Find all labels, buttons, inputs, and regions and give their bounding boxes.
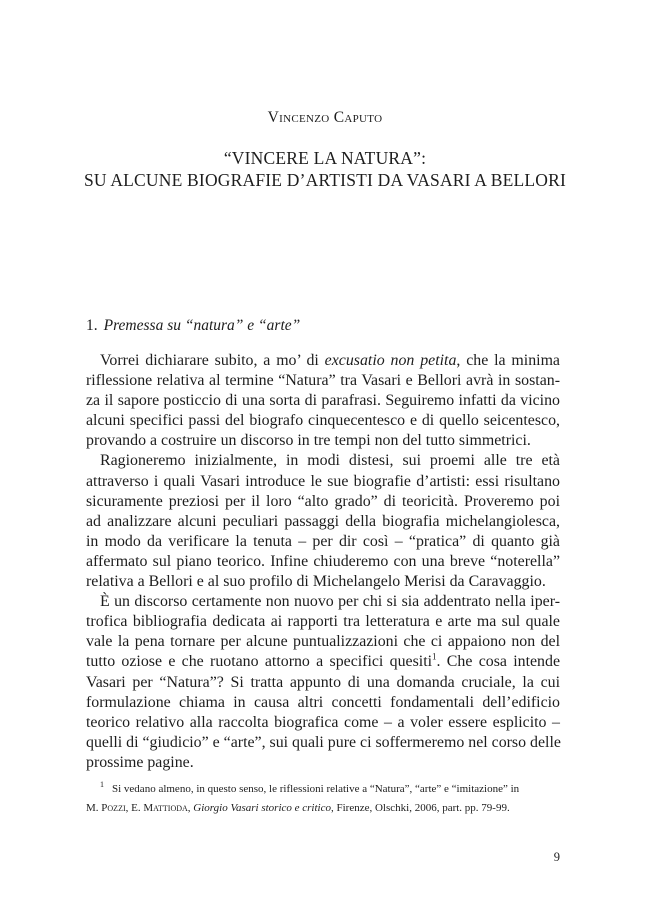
authors-small-caps: M. Pozzi, E. Mattioda, <box>86 802 194 814</box>
paragraph-2-line: ad analizzare alcuni peculiari passaggi della biografia michelangiolesca, <box>86 512 560 530</box>
paragraph-3-line: vale la pena tornare per alcune puntualizzazioni che ci appaiono non del <box>86 633 560 651</box>
body-text <box>86 351 560 773</box>
page-number: 9 <box>553 850 560 864</box>
footnote-line <box>86 799 560 818</box>
paragraph-3-line <box>86 652 560 672</box>
paragraph-3-line: teorico relativo alla raccolta biografica come – a voler essere esplicito – <box>86 713 560 731</box>
article-title-line-1: “VINCERE LA NATURA”: <box>223 148 427 168</box>
article-title-line-2: SU ALCUNE BIOGRAFIE D’ARTISTI DA VASARI A BELLORI <box>83 170 567 190</box>
book-title: Giorgio Vasari storico e critico <box>193 802 331 814</box>
paragraph-2-line: Ragioneremo inizialmente, in modi distesi, sui proemi alle tre età <box>100 452 560 470</box>
text-run: Si vedano almeno, in questo senso, le riflessioni relative a “Natura”, “arte” e “imitazione” in <box>112 783 520 795</box>
paragraph-1-line: riflessione relativa al termine “Natura” tra Vasari e Bellori avrà in sostan- <box>86 372 560 390</box>
paragraph-1-line: provando a costruire un discorso in tre tempi non del tutto simmetrici. <box>86 432 531 450</box>
paragraph-1-line: za il sapore posticcio di una sorta di parafrasi. Seguiremo infatti da vicino <box>86 392 560 410</box>
paragraph-1-line: alcuni specifici passi del biografo cinquecentesco e di quello seicentesco, <box>86 412 560 430</box>
paragraph-2-line: sicuramente preziosi per il loro “alto grado” di teoricità. Proveremo poi <box>86 492 560 510</box>
paragraph-2-line: relativa a Bellori e al suo profilo di Michelangelo Merisi da Caravaggio. <box>86 573 546 591</box>
paragraph-3-line: È un discorso certamente non nuovo per chi si sia addentrato nella iper- <box>100 593 560 611</box>
footnote-line <box>86 780 560 799</box>
section-number: 1. <box>86 317 98 334</box>
paragraph-3-line: quelli di “giudicio” e “arte”, sui quali pure ci soffermeremo nel corso delle <box>86 733 561 751</box>
paragraph-2-line: affermato sul piano teorico. Infine chiuderemo con una breve “noterella” <box>86 552 560 570</box>
article-title <box>0 147 650 191</box>
footnote-mark: 1 <box>100 780 104 790</box>
text-run: . Che cosa intende <box>436 653 561 671</box>
text-run: Vorrei dichiarare subito, a mo’ di <box>100 352 325 369</box>
text-run: tutto oziose e che ruotano attorno a specifici quesiti <box>86 653 433 671</box>
paragraph-1-line <box>86 351 560 371</box>
italic-text-run: excusatio non petita <box>324 352 457 369</box>
author-name: Vincenzo Caputo <box>267 109 383 126</box>
paragraph-3-line: formulazione chiama in causa altri concetti fondamentali dell’edificio <box>86 693 560 711</box>
text-run: , che la minima <box>456 352 560 369</box>
text-run: , Firenze, Olschki, 2006, part. pp. 79-99. <box>330 802 510 814</box>
paragraph-2-line: attraverso i quali Vasari introduce le sue biografie d’artisti: essi risultano <box>86 472 560 490</box>
paragraph-3-line: Vasari per “Natura”? Si tratta appunto di una domanda cruciale, la cui <box>86 673 560 691</box>
paragraph-3-line: prossime pagine. <box>86 753 194 771</box>
footnote-reference[interactable]: 1 <box>432 652 437 663</box>
paragraph-3-line: trofica bibliografia dedicata ai rapporti tra letteratura e arte ma sul quale <box>86 613 560 631</box>
footnote <box>86 780 560 818</box>
section-heading <box>86 317 300 335</box>
section-title: Premessa su “natura” e “arte” <box>103 317 301 334</box>
paragraph-2-line: in modo da verificare la tenuta – per dir così – “pratica” di quanto già <box>86 532 560 550</box>
